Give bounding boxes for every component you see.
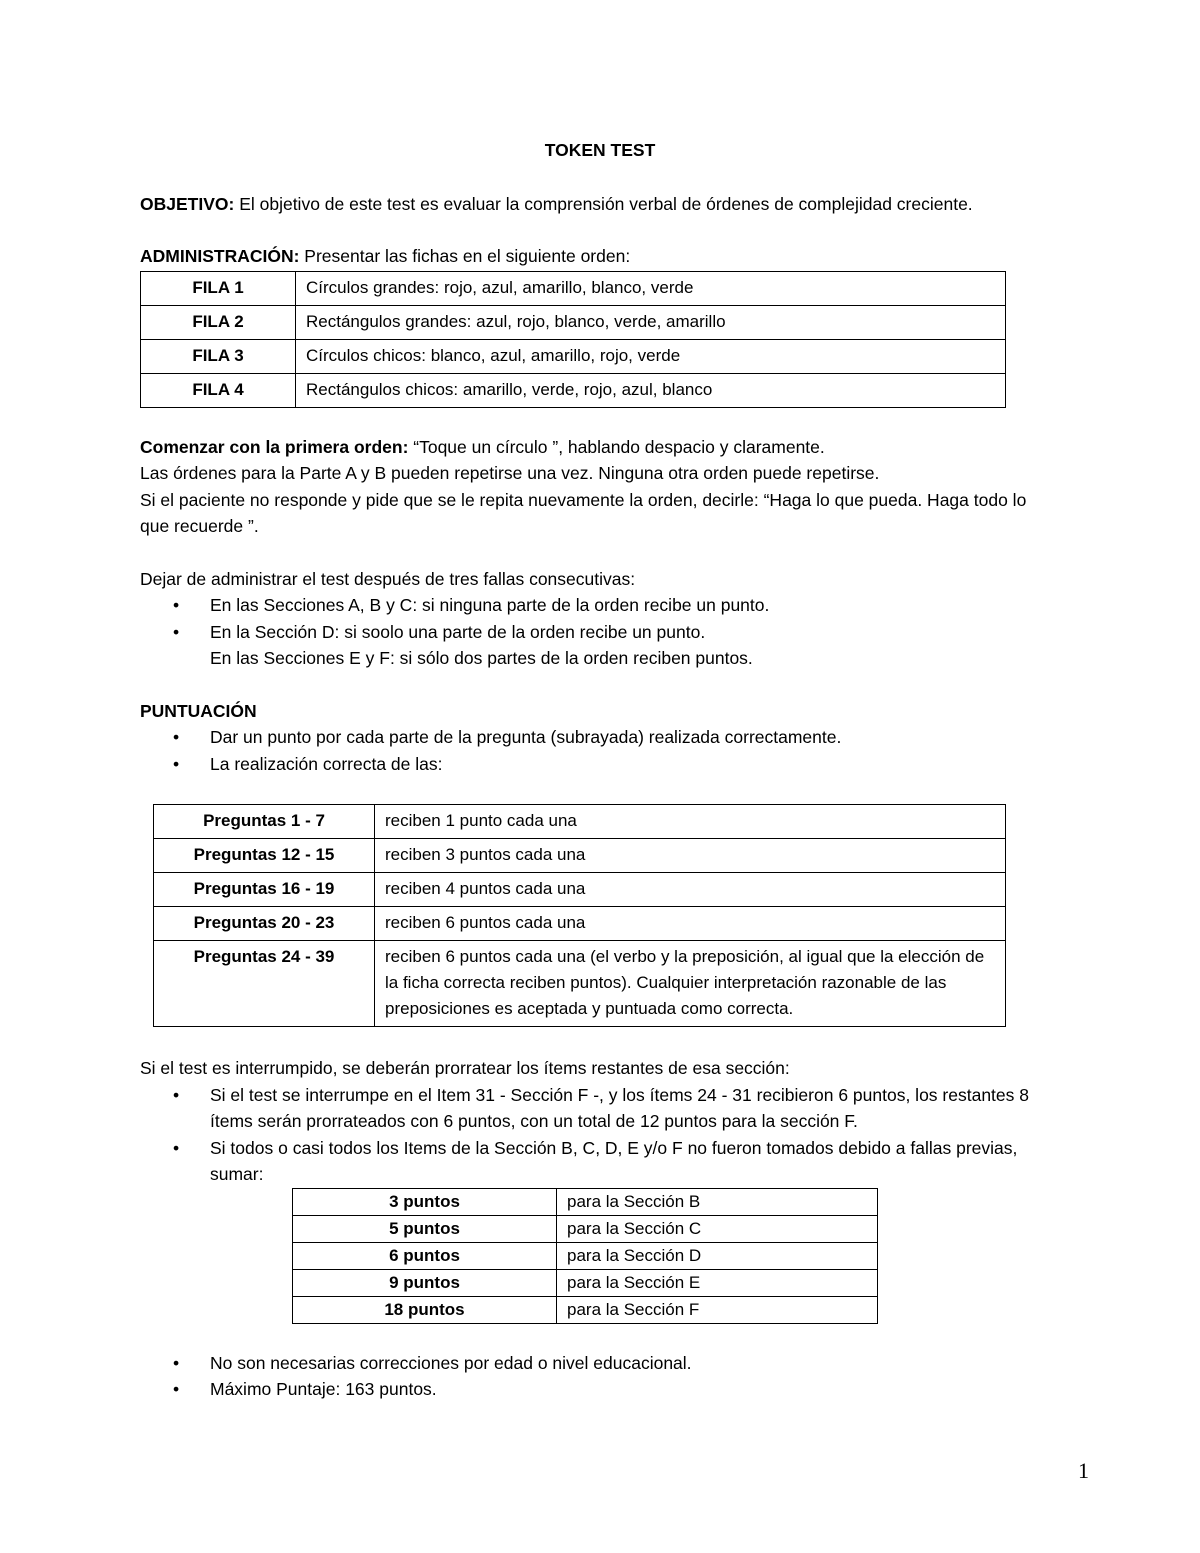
row-value: Rectángulos grandes: azul, rojo, blanco, verde, amarillo <box>296 305 1006 339</box>
row-label: FILA 4 <box>141 373 296 407</box>
list-item-text: Si el test se interrumpe en el Item 31 - Sección F -, y los ítems 24 - 31 recibieron 6 puntos, los restantes 8 ítems serán prorrateados con 6 puntos, con un total de 12 puntos para la sección F. <box>210 1084 1029 1131</box>
document-title: TOKEN TEST <box>544 140 656 160</box>
row-label: FILA 2 <box>141 305 296 339</box>
list-item <box>140 1082 1060 1135</box>
interruption-list <box>140 1082 1060 1188</box>
row-label: Preguntas 24 - 39 <box>154 941 375 1027</box>
row-value: reciben 4 puntos cada una <box>375 873 1006 907</box>
list-item-text: Si todos o casi todos los Items de la Sección B, C, D, E y/o F no fueron tomados debido a fallas previas, sumar: <box>210 1137 1018 1184</box>
stop-rule-intro: Dejar de administrar el test después de tres fallas consecutivas: <box>140 568 636 589</box>
scoring-heading <box>140 698 1060 725</box>
scoring-table <box>153 804 1006 1027</box>
row-value: Círculos chicos: blanco, azul, amarillo, rojo, verde <box>296 339 1006 373</box>
row-value: para la Sección B <box>557 1188 878 1215</box>
start-instruction <box>140 434 1060 461</box>
list-item <box>140 751 1060 778</box>
table-row <box>154 941 1006 1027</box>
scoring-list <box>140 724 1060 777</box>
final-notes-list <box>140 1350 1060 1403</box>
row-value: Rectángulos chicos: amarillo, verde, rojo, azul, blanco <box>296 373 1006 407</box>
list-item-text: Dar un punto por cada parte de la pregunta (subrayada) realizada correctamente. <box>210 727 842 747</box>
start-label: Comenzar con la primera orden: <box>140 436 409 457</box>
bullet-icon: • <box>173 1379 180 1399</box>
list-item-text: En la Sección D: si soolo una parte de la orden recibe un punto. <box>210 621 706 642</box>
row-label: 9 puntos <box>293 1269 557 1296</box>
list-item-text: La realización correcta de las: <box>210 753 443 774</box>
row-label: FILA 1 <box>141 271 296 305</box>
no-response-instruction: Si el paciente no responde y pide que se le repita nuevamente la orden, decirle: “Haga lo que pueda. Haga todo lo que recuerde ”. <box>140 489 1027 536</box>
table-row <box>154 907 1006 941</box>
list-item <box>140 1135 1060 1188</box>
table-row <box>154 805 1006 839</box>
bullet-icon: • <box>173 727 180 747</box>
scoring-heading-text: PUNTUACIÓN <box>140 700 257 721</box>
stop-rule-list <box>140 592 1060 645</box>
row-value: reciben 6 puntos cada una <box>375 907 1006 941</box>
row-value: reciben 6 puntos cada una (el verbo y la preposición, al igual que la elección de la ficha correcta reciben puntos). Cualquier interpretación razonable de las preposiciones es aceptada y puntuada como correcta. <box>375 941 1006 1027</box>
bullet-icon: • <box>173 1137 180 1158</box>
list-item <box>140 724 1060 751</box>
objective-label: OBJETIVO: <box>140 193 235 214</box>
section-points-table <box>292 1188 878 1324</box>
table-row <box>154 839 1006 873</box>
administration-label: ADMINISTRACIÓN: <box>140 246 300 266</box>
list-item-text: Máximo Puntaje: 163 puntos. <box>210 1379 437 1399</box>
objective-text: El objetivo de este test es evaluar la comprensión verbal de órdenes de complejidad creciente. <box>234 193 973 214</box>
row-label: Preguntas 12 - 15 <box>154 839 375 873</box>
row-value: reciben 1 punto cada una <box>375 805 1006 839</box>
interruption-intro: Si el test es interrumpido, se deberán prorratear los ítems restantes de esa sección: <box>140 1058 790 1078</box>
table-row <box>141 373 1006 407</box>
page-number: 1 <box>1078 1458 1089 1483</box>
row-label: 5 puntos <box>293 1215 557 1242</box>
administration-paragraph <box>140 243 1060 270</box>
row-value: reciben 3 puntos cada una <box>375 839 1006 873</box>
row-label: Preguntas 1 - 7 <box>154 805 375 839</box>
start-text: “Toque un círculo ”, hablando despacio y claramente. <box>408 436 825 457</box>
table-row <box>141 339 1006 373</box>
row-value: para la Sección C <box>557 1215 878 1242</box>
row-value: para la Sección D <box>557 1242 878 1269</box>
bullet-icon: • <box>173 1352 180 1373</box>
list-item-text: En las Secciones A, B y C: si ninguna parte de la orden recibe un punto. <box>210 595 770 615</box>
row-label: Preguntas 20 - 23 <box>154 907 375 941</box>
bullet-icon: • <box>173 1084 180 1105</box>
row-label: 3 puntos <box>293 1188 557 1215</box>
list-item <box>140 1376 1060 1403</box>
list-item-text: No son necesarias correcciones por edad o nivel educacional. <box>210 1352 692 1373</box>
list-item <box>140 592 1060 619</box>
repeat-instruction: Las órdenes para la Parte A y B pueden repetirse una vez. Ninguna otra orden puede repetirse. <box>140 463 880 483</box>
row-value: para la Sección E <box>557 1269 878 1296</box>
table-row <box>293 1188 878 1215</box>
row-label: FILA 3 <box>141 339 296 373</box>
bullet-icon: • <box>173 595 180 615</box>
table-row <box>293 1215 878 1242</box>
list-item <box>140 1350 1060 1377</box>
bullet-icon: • <box>173 753 180 774</box>
table-row <box>293 1269 878 1296</box>
row-value: Círculos grandes: rojo, azul, amarillo, blanco, verde <box>296 271 1006 305</box>
table-row <box>293 1242 878 1269</box>
list-item <box>140 619 1060 646</box>
stop-rule-continuation: En las Secciones E y F: si sólo dos partes de la orden reciben puntos. <box>210 648 753 668</box>
row-label: 6 puntos <box>293 1242 557 1269</box>
bullet-icon: • <box>173 621 180 642</box>
table-row <box>154 873 1006 907</box>
row-label: 18 puntos <box>293 1296 557 1323</box>
table-row <box>141 271 1006 305</box>
table-row <box>293 1296 878 1323</box>
administration-text: Presentar las fichas en el siguiente orden: <box>299 246 631 266</box>
objective-paragraph <box>140 191 1060 218</box>
token-rows-table <box>140 271 1006 408</box>
document-page <box>140 137 1060 1403</box>
table-row <box>141 305 1006 339</box>
row-label: Preguntas 16 - 19 <box>154 873 375 907</box>
row-value: para la Sección F <box>557 1296 878 1323</box>
